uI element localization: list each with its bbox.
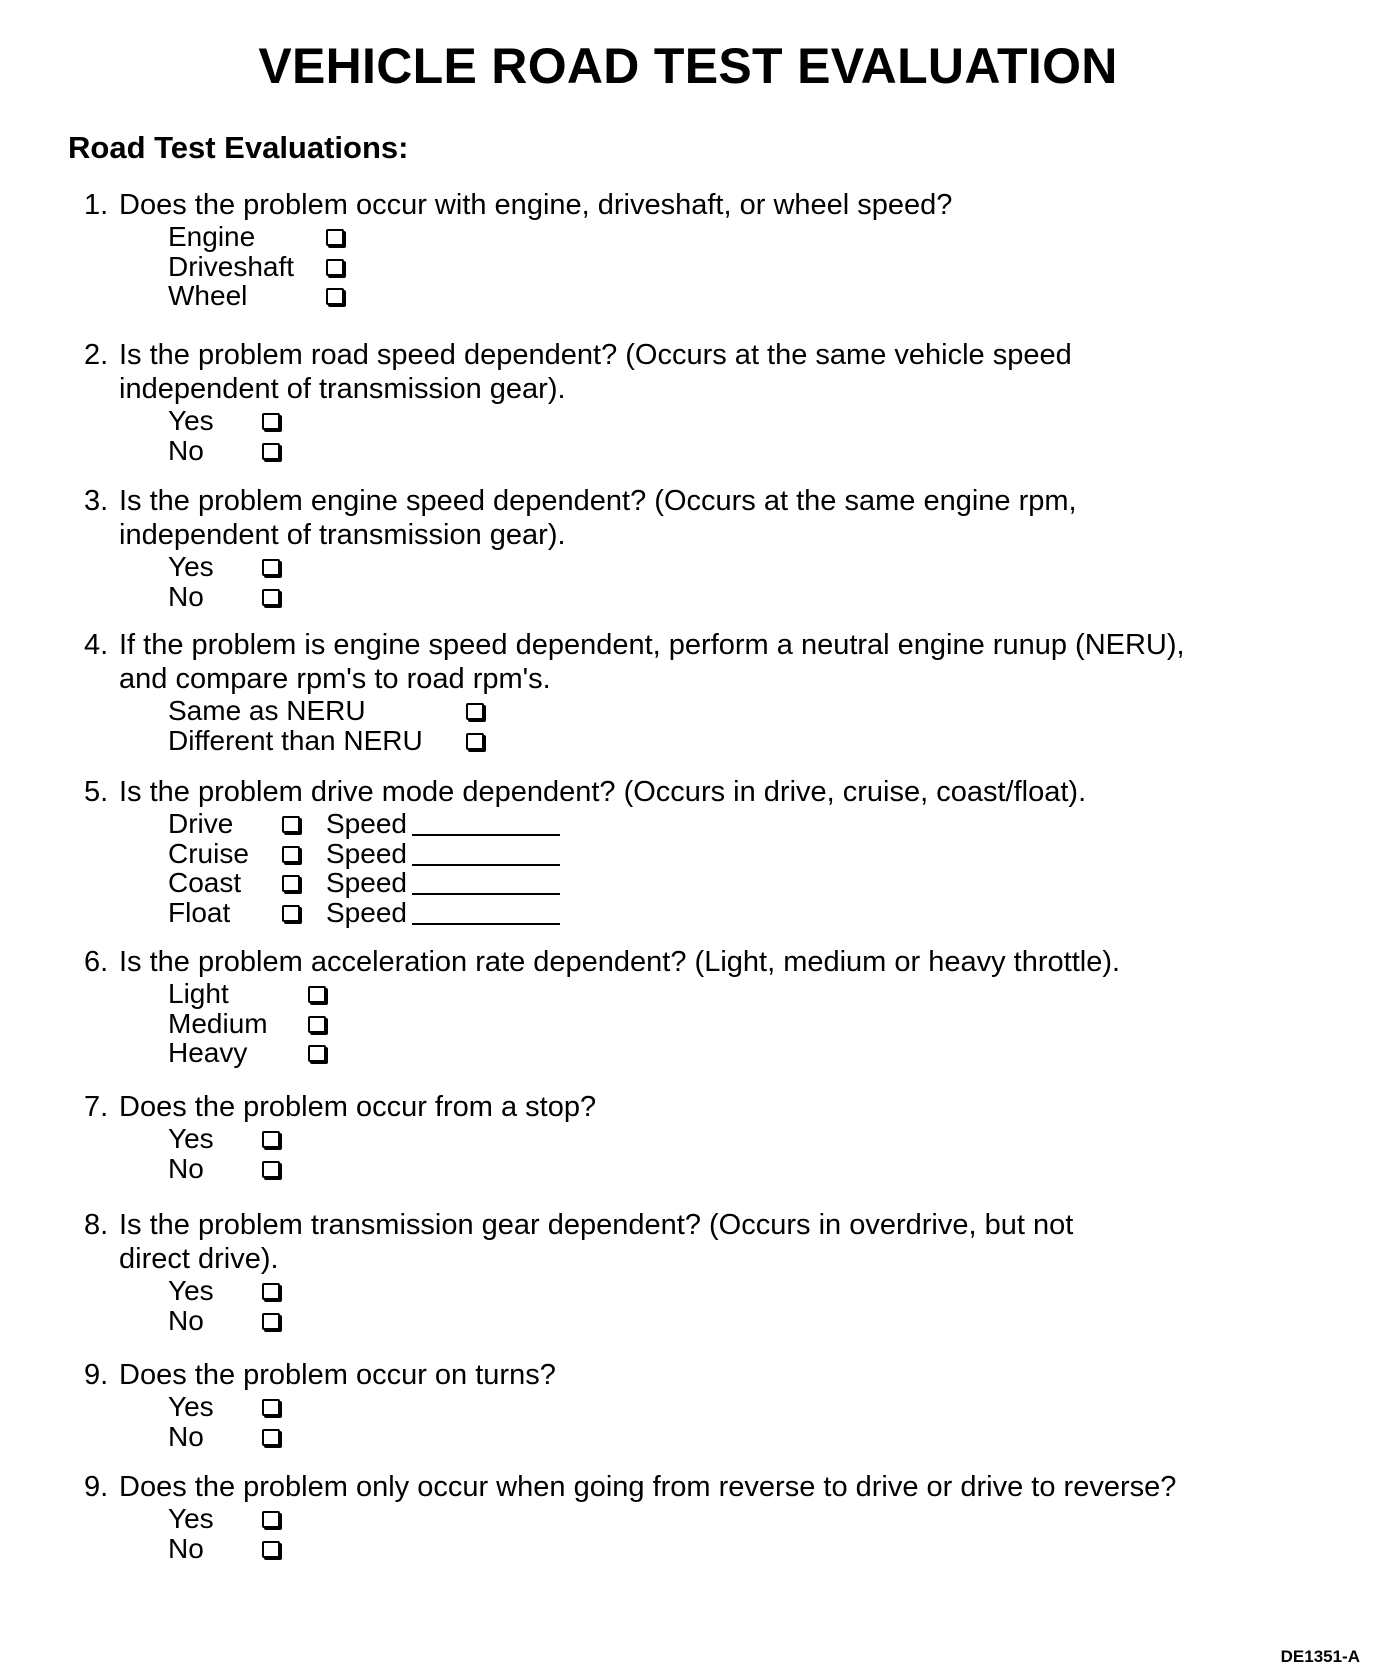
option-row-float (168, 898, 1344, 928)
option-row-no (168, 1154, 1344, 1184)
question-3-text-cont: independent of transmission gear). (119, 519, 566, 551)
question-2-text (84, 338, 1344, 372)
question-3-text (84, 484, 1344, 518)
option-label: No (168, 580, 204, 612)
option-label: No (168, 1152, 204, 1184)
drive-speed-field[interactable] (412, 834, 560, 836)
question-line: Is the problem road speed dependent? (Occurs at the same vehicle speed (119, 339, 1072, 371)
question-1-text (84, 188, 1344, 222)
option-row-yes (168, 552, 1344, 582)
question-number: 8. (84, 1209, 109, 1241)
option-label: Medium (168, 1007, 268, 1039)
option-row-different-than-neru (168, 726, 1344, 756)
option-label: Driveshaft (168, 250, 295, 282)
heavy-checkbox[interactable] (308, 1045, 326, 1062)
option-label: No (168, 1304, 204, 1336)
question-8 (84, 1208, 1344, 1335)
question-number: 5. (84, 776, 109, 808)
question-number: 9. (84, 1471, 109, 1503)
question-number: 3. (84, 485, 109, 517)
coast-checkbox[interactable] (282, 875, 300, 892)
question-5-text (84, 775, 1344, 809)
question-line: Is the problem engine speed dependent? (Occurs at the same engine rpm, (119, 485, 1077, 517)
option-label: Yes (168, 1275, 214, 1306)
options-group (168, 552, 1344, 611)
option-label: Yes (168, 405, 214, 436)
options-group (168, 809, 1344, 927)
question-number: 4. (84, 629, 109, 661)
question-3 (84, 484, 1344, 611)
option-row-no (168, 436, 1344, 466)
option-label: Yes (168, 1503, 214, 1534)
medium-checkbox[interactable] (308, 1016, 326, 1033)
option-label: Wheel (168, 280, 248, 311)
yes-checkbox[interactable] (262, 1511, 280, 1528)
option-label: No (168, 434, 204, 466)
option-row-no (168, 1422, 1344, 1452)
coast-speed-field[interactable] (412, 893, 560, 895)
drive-checkbox[interactable] (282, 816, 300, 833)
no-checkbox[interactable] (262, 1161, 280, 1178)
no-checkbox[interactable] (262, 589, 280, 606)
options-group (168, 979, 1344, 1068)
yes-checkbox[interactable] (262, 559, 280, 576)
option-row-no (168, 1306, 1344, 1336)
document-id: DE1351-A (1280, 1647, 1360, 1666)
question-7 (84, 1090, 1344, 1183)
option-row-wheel (168, 281, 1344, 311)
different-than-neru-checkbox[interactable] (466, 733, 484, 750)
question-line: If the problem is engine speed dependent, perform a neutral engine runup (NERU), (119, 629, 1185, 661)
yes-checkbox[interactable] (262, 1399, 280, 1416)
option-label: Different than NERU (168, 724, 423, 756)
option-row-cruise (168, 839, 1344, 869)
options-group (168, 1276, 1344, 1335)
engine-checkbox[interactable] (326, 229, 344, 246)
yes-checkbox[interactable] (262, 413, 280, 430)
question-1 (84, 188, 1344, 311)
question-line: Is the problem transmission gear dependent? (Occurs in overdrive, but not (119, 1209, 1074, 1241)
question-number: 6. (84, 946, 109, 978)
question-number: 7. (84, 1091, 109, 1123)
no-checkbox[interactable] (262, 443, 280, 460)
options-group (168, 1504, 1344, 1563)
option-label: Same as NERU (168, 695, 366, 726)
options-group (168, 696, 1344, 755)
option-label: Yes (168, 1391, 214, 1422)
option-row-no (168, 582, 1344, 612)
option-row-no (168, 1534, 1344, 1564)
question-9-turns (84, 1358, 1344, 1451)
light-checkbox[interactable] (308, 986, 326, 1003)
speed-label: Speed (326, 896, 407, 928)
question-2-text-cont: independent of transmission gear). (119, 373, 566, 405)
question-number: 1. (84, 189, 109, 221)
question-6 (84, 945, 1344, 1068)
option-row-yes (168, 1504, 1344, 1534)
option-label: Light (168, 978, 229, 1009)
option-label: Drive (168, 808, 234, 839)
option-row-coast (168, 868, 1344, 898)
option-row-yes (168, 1392, 1344, 1422)
wheel-checkbox[interactable] (326, 288, 344, 305)
option-label: No (168, 1532, 204, 1564)
speed-label: Speed (326, 808, 407, 839)
driveshaft-checkbox[interactable] (326, 259, 344, 276)
question-line: Does the problem occur with engine, driveshaft, or wheel speed? (119, 189, 953, 221)
cruise-checkbox[interactable] (282, 846, 300, 863)
cruise-speed-field[interactable] (412, 864, 560, 866)
question-9b-text (84, 1470, 1344, 1504)
options-group (168, 406, 1344, 465)
question-line: Does the problem occur on turns? (119, 1359, 556, 1391)
question-line: Is the problem drive mode dependent? (Occurs in drive, cruise, coast/float). (119, 776, 1087, 808)
options-group (168, 222, 1344, 311)
option-row-drive (168, 809, 1344, 839)
question-8-text-cont: direct drive). (119, 1243, 279, 1275)
question-line: Does the problem only occur when going from reverse to drive or drive to reverse? (119, 1471, 1177, 1503)
option-row-yes (168, 1276, 1344, 1306)
page-title: VEHICLE ROAD TEST EVALUATION (258, 38, 1118, 94)
option-row-yes (168, 1124, 1344, 1154)
option-row-heavy (168, 1038, 1344, 1068)
question-9-reverse (84, 1470, 1344, 1563)
question-4-text (84, 628, 1344, 662)
question-8-text (84, 1208, 1344, 1242)
options-group (168, 1392, 1344, 1451)
question-line: Does the problem occur from a stop? (119, 1091, 597, 1123)
option-label: Heavy (168, 1037, 248, 1068)
option-label: Cruise (168, 837, 249, 869)
question-number: 2. (84, 339, 109, 371)
options-group (168, 1124, 1344, 1183)
question-5 (84, 775, 1344, 927)
yes-checkbox[interactable] (262, 1283, 280, 1300)
float-speed-field[interactable] (412, 923, 560, 925)
option-label: No (168, 1420, 204, 1452)
option-row-same-as-neru (168, 696, 1344, 726)
question-9-text (84, 1358, 1344, 1392)
float-checkbox[interactable] (282, 905, 300, 922)
speed-label: Speed (326, 867, 407, 898)
question-number: 9. (84, 1359, 109, 1391)
option-row-light (168, 979, 1344, 1009)
question-6-text (84, 945, 1344, 979)
option-label: Yes (168, 1123, 214, 1154)
option-label: Engine (168, 221, 256, 252)
question-4-text-cont: and compare rpm's to road rpm's. (119, 663, 551, 695)
question-line: Is the problem acceleration rate dependent? (Light, medium or heavy throttle). (119, 946, 1121, 978)
option-label: Yes (168, 551, 214, 582)
option-row-medium (168, 1009, 1344, 1039)
question-2 (84, 338, 1344, 465)
question-4 (84, 628, 1344, 755)
option-row-engine (168, 222, 1344, 252)
section-heading: Road Test Evaluations: (68, 130, 409, 165)
yes-checkbox[interactable] (262, 1131, 280, 1148)
option-row-driveshaft (168, 252, 1344, 282)
option-label: Coast (168, 867, 242, 898)
option-label: Float (168, 896, 231, 928)
question-7-text (84, 1090, 1344, 1124)
option-row-yes (168, 406, 1344, 436)
no-checkbox[interactable] (262, 1313, 280, 1330)
same-as-neru-checkbox[interactable] (466, 703, 484, 720)
speed-label: Speed (326, 837, 407, 869)
no-checkbox[interactable] (262, 1429, 280, 1446)
no-checkbox[interactable] (262, 1541, 280, 1558)
